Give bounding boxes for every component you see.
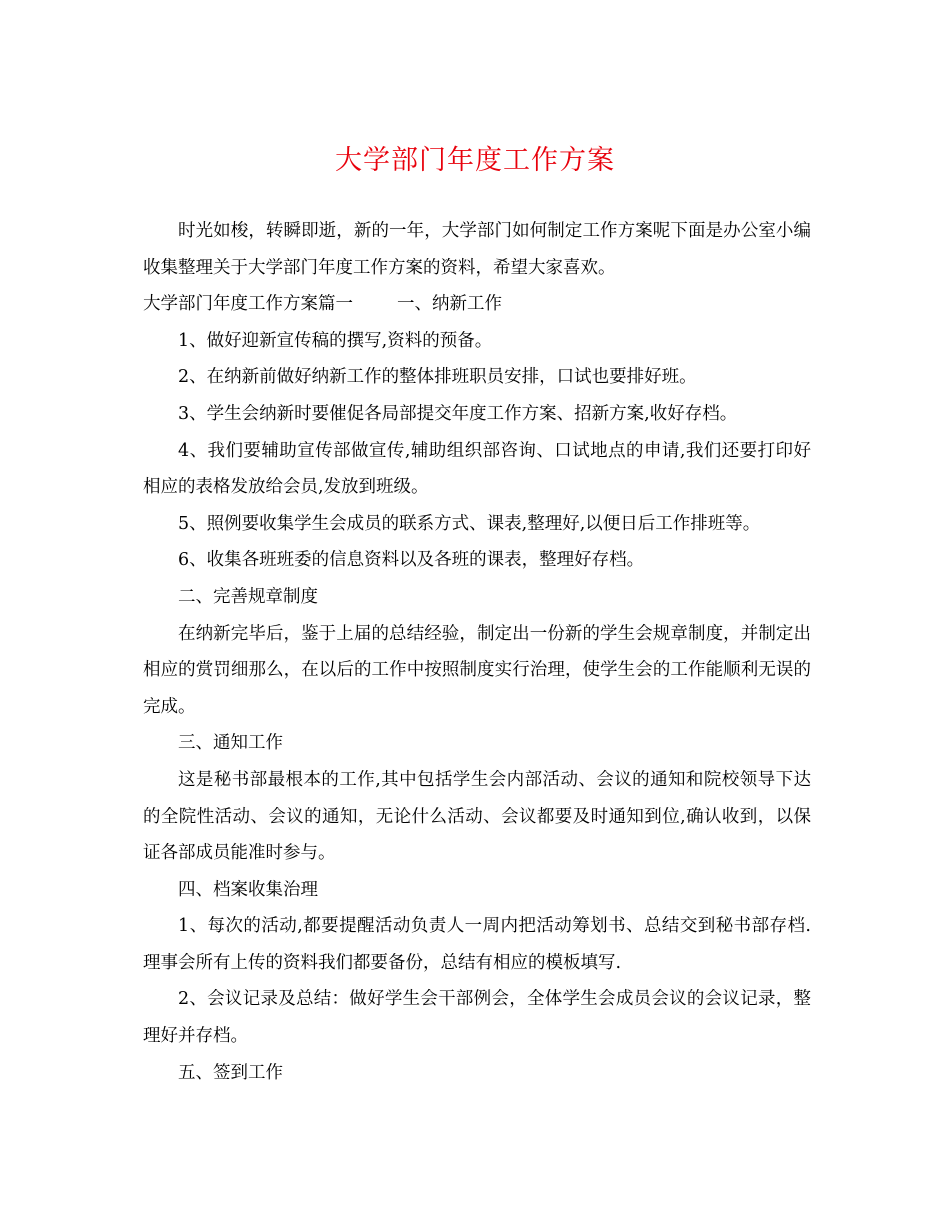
list-item: 4、我们要辅助宣传部做宣传,辅助组织部咨询、口试地点的申请,我们还要打印好相应的表格发放给会员,发放到班级。 xyxy=(143,440,811,498)
section3-heading: 三、通知工作 xyxy=(178,733,283,754)
intro-paragraph: 时光如梭，转瞬即逝，新的一年，大学部门如何制定工作方案呢下面是办公室小编收集整理关于大学部门年度工作方案的资料，希望大家喜欢。 xyxy=(143,221,811,278)
document-body xyxy=(143,213,811,1091)
section1-heading: 一、纳新工作 xyxy=(397,294,502,315)
list-item: 1、做好迎新宣传稿的撰写,资料的预备。 xyxy=(178,330,493,351)
chapter-label: 大学部门年度工作方案篇一 xyxy=(143,294,353,315)
section5-heading: 五、签到工作 xyxy=(178,1062,283,1083)
list-item: 3、学生会纳新时要催促各局部提交年度工作方案、招新方案,收好存档。 xyxy=(178,403,738,424)
section4-heading: 四、档案收集治理 xyxy=(178,879,318,900)
chapter-line xyxy=(143,286,811,323)
section2-heading: 二、完善规章制度 xyxy=(178,586,318,607)
document-title: 大学部门年度工作方案 xyxy=(335,145,615,176)
list-item: 2、在纳新前做好纳新工作的整体排班职员安排，口试也要排好班。 xyxy=(178,367,697,388)
list-item: 2、会议记录及总结：做好学生会干部例会，全体学生会成员会议的会议记录，整理好并存档。 xyxy=(143,989,811,1047)
section2-paragraph: 在纳新完毕后，鉴于上届的总结经验，制定出一份新的学生会规章制度，并制定出相应的赏罚细那么，在以后的工作中按照制度实行治理，使学生会的工作能顺利无误的完成。 xyxy=(143,623,811,717)
list-item: 5、照例要收集学生会成员的联系方式、课表,整理好,以便日后工作排班等。 xyxy=(178,513,761,534)
list-item: 1、每次的活动,都要提醒活动负责人一周内把活动筹划书、总结交到秘书部存档.理事会所有上传的资料我们都要备份，总结有相应的模板填写. xyxy=(143,916,811,973)
list-item: 6、收集各班班委的信息资料以及各班的课表，整理好存档。 xyxy=(178,550,645,571)
section3-paragraph: 这是秘书部最根本的工作,其中包括学生会内部活动、会议的通知和院校领导下达的全院性活动、会议的通知，无论什么活动、会议都要及时通知到位,确认收到，以保证各部成员能准时参与。 xyxy=(143,769,811,864)
